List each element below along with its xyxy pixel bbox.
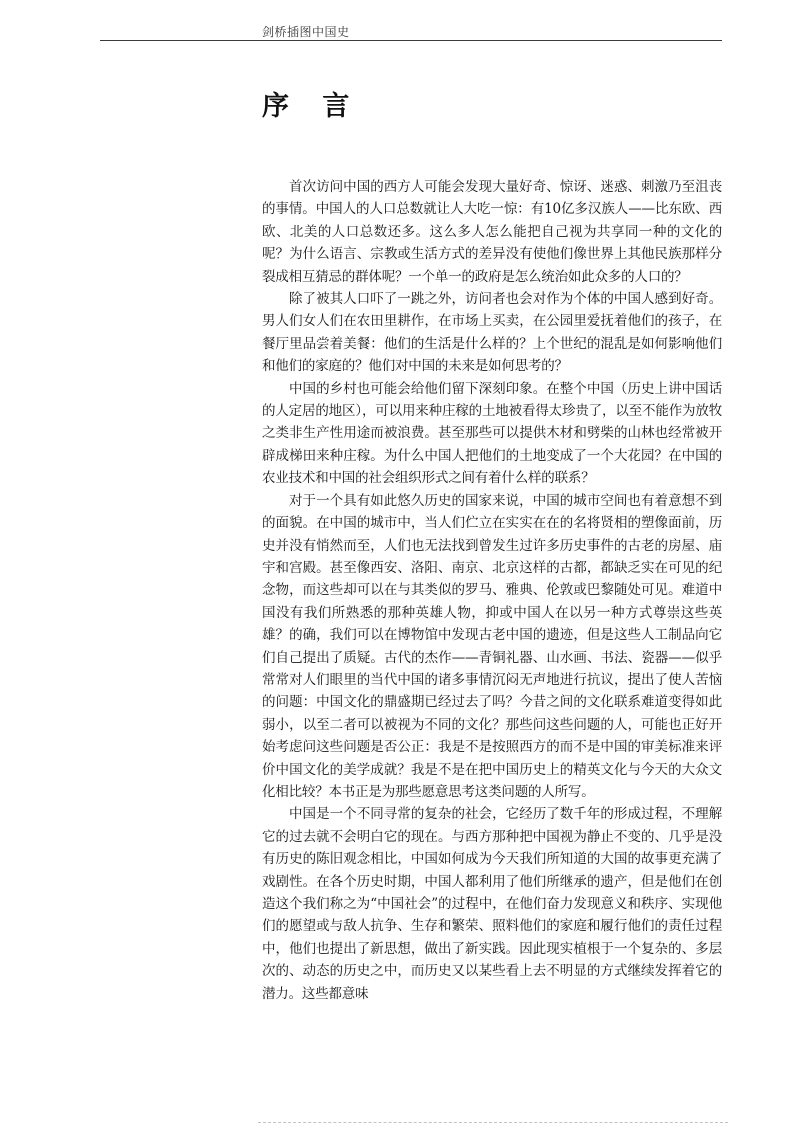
paragraph-4: 对于一个具有如此悠久历史的国家来说，中国的城市空间也有着意想不到的面貌。在中国的城市中，当人们伫立在实实在在的名将贤相的塑像面前，历史并没有悄然而至，人们也无法找到曾发生过许多历史事件的古老的房屋、庙宇和宫殿。甚至像西安、洛阳、南京、北京这样的古都，都缺乏实在可见的纪念物，而这些却可以在与其类似的罗马、雅典、伦敦或巴黎随处可见。难道中国没有我们所熟悉的那种英雄人物，抑或中国人在以另一种方式尊崇这些英雄？的确，我们可以在博物馆中发现古老中国的遗迹，但是这些人工制品向它们自己提出了质疑。古代的杰作——青铜礼器、山水画、书法、瓷器——似乎常常对人们眼里的当代中国的诸多事情沉闷无声地进行抗议，提出了使人苦恼的问题：中国文化的鼎盛期已经过去了吗？今昔之间的文化联系难道变得如此弱小，以至二者可以被视为不同的文化？那些问这些问题的人，可能也正好开始考虑问这些问题是否公正：我是不是按照西方的而不是中国的审美标准来评价中国文化的美学成就？我是不是在把中国历史上的精英文化与今天的大众文化相比较？本书正是为那些愿意思考这类问题的人所写。 bbox=[262, 492, 722, 800]
footer-rule bbox=[258, 1122, 728, 1123]
header-rule bbox=[100, 40, 722, 41]
paragraph-2: 除了被其人口吓了一跳之外，访问者也会对作为个体的中国人感到好奇。男人们女人们在农田里耕作，在市场上买卖，在公园里爱抚着他们的孩子，在餐厅里品尝着美餐：他们的生活是什么样的？上个世纪的混乱是如何影响他们和他们的家庭的？他们对中国的未来是如何思考的？ bbox=[262, 291, 722, 375]
paragraph-3: 中国的乡村也可能会给他们留下深刻印象。在整个中国（历史上讲中国话的人定居的地区），可以用来种庄稼的土地被看得太珍贵了，以至不能作为放牧之类非生产性用途而被浪费。甚至那些可以提供木材和劈柴的山林也经常被开辟成梯田来种庄稼。为什么中国人把他们的土地变成了一个大花园？在中国的农业技术和中国的社会组织形式之间有着什么样的联系？ bbox=[262, 380, 722, 487]
paragraph-5: 中国是一个不同寻常的复杂的社会，它经历了数千年的形成过程，不理解它的过去就不会明白它的现在。与西方那种把中国视为静止不变的、几乎是没有历史的陈旧观念相比，中国如何成为今天我们所知道的大国的故事更充满了戏剧性。在各个历史时期，中国人都利用了他们所继承的遗产，但是他们在创造这个我们称之为“中国社会”的过程中，在他们奋力发现意义和秩序、实现他们的愿望或与敌人抗争、生存和繁荣、照料他们的家庭和履行他们的责任过程中，他们也提出了新思想，做出了新实践。因此现实植根于一个复杂的、多层次的、动态的历史之中，而历史又以某些看上去不明显的方式继续发挥着它的潜力。这些都意味 bbox=[262, 806, 722, 1002]
paragraph-1: 首次访问中国的西方人可能会发现大量好奇、惊讶、迷惑、刺激乃至沮丧的事情。中国人的人口总数就让人大吃一惊：有10亿多汉族人——比东欧、西欧、北美的人口总数还多。这么多人怎么能把自己视为共享同一种的文化的呢？为什么语言、宗教或生活方式的差异没有使他们像世界上其他民族那样分裂成相互猜忌的群体呢？一个单一的政府是怎么统治如此众多的人口的？ bbox=[262, 179, 722, 285]
page-title: 序 言 bbox=[262, 91, 362, 122]
body-text bbox=[262, 176, 722, 1005]
running-head: 剑桥插图中国史 bbox=[262, 25, 350, 39]
